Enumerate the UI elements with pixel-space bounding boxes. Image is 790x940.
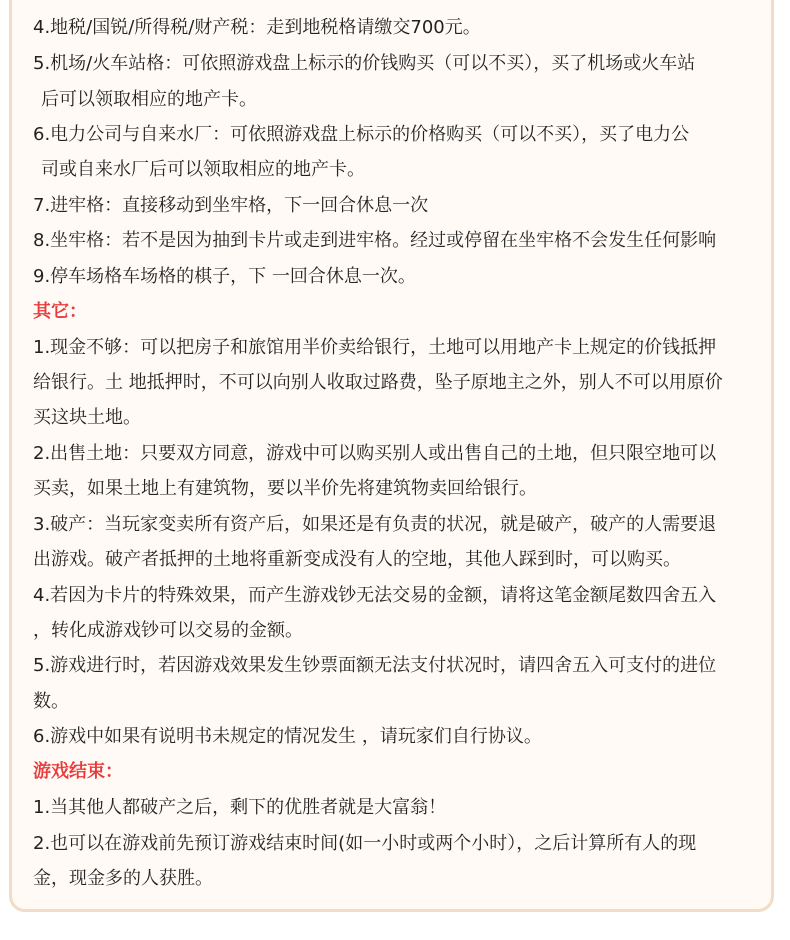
rule-line: 司或自来水厂后可以领取相应的地产卡。 — [41, 159, 365, 180]
other-line: 买这块土地。 — [33, 407, 141, 428]
other-line: 5.游戏进行时，若因游戏效果发生钞票面额无法支付状况时，请四舍五入可支付的进位 — [33, 655, 717, 676]
other-line: 买卖，如果土地上有建筑物，要以半价先将建筑物卖回给银行。 — [33, 478, 537, 499]
rule-line: 6.电力公司与自来水厂：可依照游戏盘上标示的价格购买（可以不买），买了电力公 — [33, 124, 690, 145]
other-line: 数。 — [33, 691, 69, 712]
other-line: 出游戏。破产者抵押的土地将重新变成没有人的空地，其他人踩到时，可以购买。 — [33, 549, 681, 570]
rule-line: 9.停车场格车场格的棋子，下 一回合休息一次。 — [33, 266, 416, 287]
other-line: 2.出售土地：只要双方同意，游戏中可以购买别人或出售自己的土地，但只限空地可以 — [33, 443, 717, 464]
other-line: ，转化成游戏钞可以交易的金额。 — [33, 620, 303, 641]
rule-line: 7.进牢格：直接移动到坐牢格，下一回合休息一次 — [33, 195, 429, 216]
other-line: 3.破产：当玩家变卖所有资产后，如果还是有负责的状况，就是破产，破产的人需要退 — [33, 514, 717, 535]
rule-line: 4.地税/国锐/所得税/财产税：走到地税格请缴交700元。 — [33, 17, 481, 38]
end-line: 金，现金多的人获胜。 — [33, 868, 213, 889]
end-line: 2.也可以在游戏前先预订游戏结束时间(如一小时或两个小时），之后计算所有人的现 — [33, 833, 697, 854]
other-line: 1.现金不够：可以把房子和旅馆用半价卖给银行，土地可以用地产卡上规定的价钱抵押 — [33, 337, 717, 358]
end-line: 1.当其他人都破产之后，剩下的优胜者就是大富翁！ — [33, 797, 447, 818]
section-heading-end: 游戏结束： — [33, 761, 123, 782]
section-heading-other: 其它： — [33, 301, 87, 322]
rule-line: 8.坐牢格：若不是因为抽到卡片或走到进牢格。经过或停留在坐牢格不会发生任何影响 — [33, 230, 717, 251]
other-line: 6.游戏中如果有说明书未规定的情况发生 ，请玩家们自行协议。 — [33, 726, 542, 747]
other-line: 4.若因为卡片的特殊效果，而产生游戏钞无法交易的金额，请将这笔金额尾数四舍五入 — [33, 585, 717, 606]
rule-line: 后可以领取相应的地产卡。 — [41, 89, 257, 110]
rule-line: 5.机场/火车站格：可依照游戏盘上标示的价钱购买（可以不买），买了机场或火车站 — [33, 53, 696, 74]
other-line: 给银行。土 地抵押时，不可以向别人收取过路费，坠子原地主之外，别人不可以用原价 — [33, 372, 723, 393]
